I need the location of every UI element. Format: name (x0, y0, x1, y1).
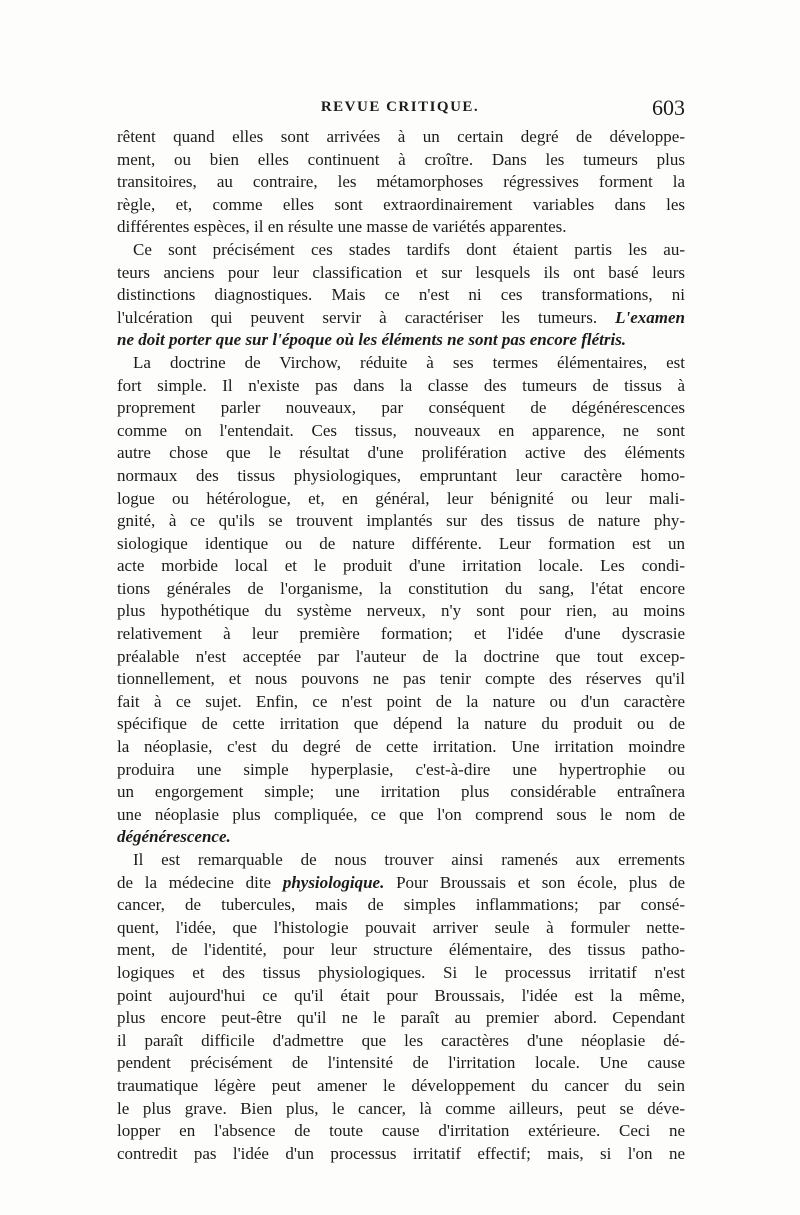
text-line (117, 962, 685, 985)
line-text: de la médecine dite (117, 872, 272, 892)
text-line (117, 578, 685, 601)
line-text: une néoplasie plus compliquée, ce que l'on comprend sous le nom de (117, 804, 685, 824)
text-line (117, 171, 685, 194)
line-text: le plus grave. Bien plus, le cancer, là comme ailleurs, peut se déve- (117, 1098, 685, 1118)
line-text: La doctrine de Virchow, réduite à ses termes élémentaires, est (133, 352, 685, 372)
line-text: logiques et des tissus physiologiques. Si le processus irritatif n'est (117, 962, 685, 982)
text-line (117, 442, 685, 465)
line-text: plus encore peut-être qu'il ne le paraît au premier abord. Cependant (117, 1008, 685, 1028)
line-text: acte morbide local et le produit d'une irritation locale. Les condi- (117, 556, 685, 576)
text-line (117, 1075, 685, 1098)
text-line (117, 149, 685, 172)
text-line (117, 759, 685, 782)
text-line (117, 488, 685, 511)
text-line (117, 894, 685, 917)
text-line (117, 1052, 685, 1075)
line-text: tionnellement, et nous pouvons ne pas tenir compte des réserves qu'il (117, 669, 685, 689)
line-text: règle, et, comme elles sont extraordinairement variables dans les (117, 194, 685, 214)
line-text: pendent précisément de l'intensité de l'irritation locale. Une cause (117, 1053, 685, 1073)
italic-text: physiologique. (282, 872, 385, 892)
text-line (117, 375, 685, 398)
running-head: REVUE CRITIQUE. (320, 99, 480, 115)
line-text: un engorgement simple; une irritation plus considérable entraînera (117, 782, 685, 802)
line-text-tail: Pour Broussais et son école, plus de (396, 872, 685, 892)
text-line (117, 781, 685, 804)
line-text: contredit pas l'idée d'un processus irritatif effectif; mais, si l'on ne (117, 1143, 685, 1163)
text-line (117, 1007, 685, 1030)
line-text: il paraît difficile d'admettre que les caractères d'une néoplasie dé- (117, 1030, 685, 1050)
text-line (117, 1143, 685, 1166)
text-line (117, 713, 685, 736)
body-text (117, 126, 685, 1165)
text-line (117, 736, 685, 759)
line-text: l'ulcération qui peuvent servir à caractériser les tumeurs. (117, 307, 598, 327)
text-line (117, 985, 685, 1008)
line-text: fort simple. Il n'existe pas dans la classe des tumeurs de tissus à (117, 375, 685, 395)
line-text: autre chose que le résultat d'une prolifération active des éléments (117, 443, 685, 463)
line-text: relativement à leur première formation; et l'idée d'une dyscrasie (117, 624, 685, 644)
text-line (117, 397, 685, 420)
line-text: siologique identique ou de nature différente. Leur formation est un (117, 533, 685, 553)
text-line (117, 194, 685, 217)
text-line (117, 691, 685, 714)
text-line (117, 1120, 685, 1143)
line-text: rêtent quand elles sont arrivées à un certain degré de développe- (117, 127, 685, 146)
line-text: gnité, à ce qu'ils se trouvent implantés sur des tissus de nature phy- (117, 511, 685, 531)
text-line (117, 600, 685, 623)
text-line (117, 352, 685, 375)
italic-text: ne doit porter que sur l'époque où les éléments ne sont pas encore flétris. (117, 330, 627, 350)
text-line (117, 420, 685, 443)
line-text: quent, l'idée, que l'histologie pouvait arriver seule à formuler nette- (117, 917, 685, 937)
line-text: lopper en l'absence de toute cause d'irritation extérieure. Ceci ne (117, 1121, 685, 1141)
text-line (117, 623, 685, 646)
line-text: Ce sont précisément ces stades tardifs dont étaient partis les au- (133, 239, 685, 259)
line-text: cancer, de tubercules, mais de simples inflammations; par consé- (117, 895, 685, 915)
text-line (117, 126, 685, 149)
line-text: ment, de l'identité, pour leur structure élémentaire, des tissus patho- (117, 940, 685, 960)
line-text: logue ou hétérologue, et, en général, leur bénignité ou leur mali- (117, 488, 685, 508)
text-line (117, 668, 685, 691)
line-text: distinctions diagnostiques. Mais ce n'est ni ces transformations, ni (117, 285, 685, 305)
line-text: spécifique de cette irritation que dépend la nature du produit ou de (117, 714, 685, 734)
text-line (117, 284, 685, 307)
text-line (117, 849, 685, 872)
text-line (117, 465, 685, 488)
line-text: produira une simple hyperplasie, c'est-à-dire une hypertrophie ou (117, 759, 685, 779)
text-line (117, 216, 685, 239)
line-text: préalable n'est acceptée par l'auteur de la doctrine que tout excep- (117, 646, 685, 666)
text-line (117, 533, 685, 556)
text-line (117, 646, 685, 669)
line-text: normaux des tissus physiologiques, empruntant leur caractère homo- (117, 465, 685, 485)
line-text: comme on l'entendait. Ces tissus, nouveaux en apparence, ne sont (117, 420, 685, 440)
text-line (117, 917, 685, 940)
line-text: proprement parler nouveaux, par conséquent de dégénérescences (117, 398, 685, 418)
line-text: la néoplasie, c'est du degré de cette irritation. Une irritation moindre (117, 737, 685, 757)
text-line (117, 555, 685, 578)
text-line (117, 1030, 685, 1053)
italic-text: dégénérescence. (117, 827, 231, 847)
line-text: tions générales de l'organisme, la constitution du sang, l'état encore (117, 578, 685, 598)
line-text: plus hypothétique du système nerveux, n'y sont pour rien, au moins (117, 601, 685, 621)
page-header (115, 95, 685, 125)
line-text: ment, ou bien elles continuent à croître. Dans les tumeurs plus (117, 149, 685, 169)
line-text: teurs anciens pour leur classification et sur lesquels ils ont basé leurs (117, 262, 685, 282)
text-line (117, 329, 685, 352)
text-line (117, 826, 685, 849)
line-text: Il est remarquable de nous trouver ainsi ramenés aux errements (133, 850, 685, 869)
text-line (117, 239, 685, 262)
text-line (117, 872, 685, 895)
line-text: fait à ce sujet. Enfin, ce n'est point de la nature ou d'un caractère (117, 691, 685, 711)
line-text: différentes espèces, il en résulte une masse de variétés apparentes. (117, 217, 567, 237)
text-line (117, 510, 685, 533)
text-line (117, 1098, 685, 1121)
line-text: traumatique légère peut amener le développement du cancer du sein (117, 1075, 685, 1095)
italic-text: L'examen (615, 307, 686, 327)
text-line (117, 307, 685, 330)
text-line (117, 262, 685, 285)
line-text: point aujourd'hui ce qu'il était pour Broussais, l'idée est la même, (117, 985, 685, 1005)
text-line (117, 804, 685, 827)
page-number: 603 (652, 95, 685, 120)
text-line (117, 939, 685, 962)
line-text: transitoires, au contraire, les métamorphoses régressives forment la (117, 172, 685, 192)
